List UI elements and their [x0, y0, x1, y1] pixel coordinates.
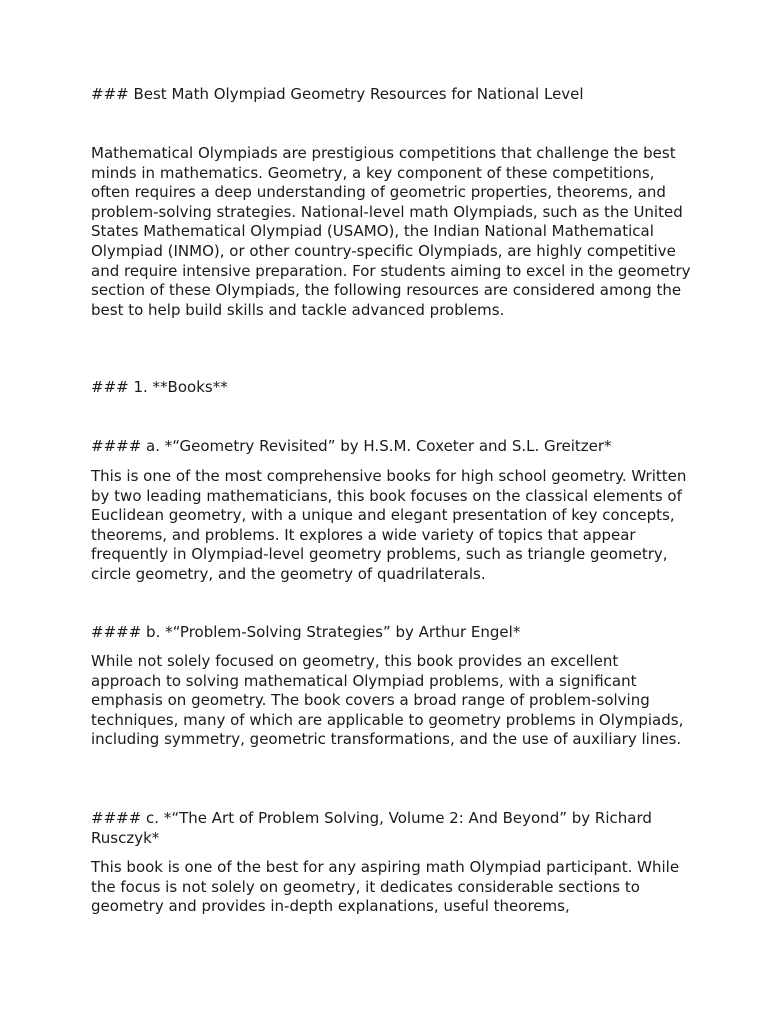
- book-a-heading: #### a. *“Geometry Revisited” by H.S.M. Coxeter and S.L. Greitzer*: [91, 437, 612, 455]
- document-title: ### Best Math Olympiad Geometry Resources for National Level: [91, 85, 584, 103]
- book-c-description: This book is one of the best for any aspiring math Olympiad participant. While the focus is not solely on geometry, it dedicates considerable sections to geometry and provides in-depth explanations, useful theorems,: [91, 858, 680, 916]
- book-a-description: This is one of the most comprehensive books for high school geometry. Written by two leading mathematicians, this book focuses on the classical elements of Euclidean geometry, with a unique and elegant presentation of key concepts, theorems, and problems. It explores a wide variety of topics that appear frequently in Olympiad-level geometry problems, such as triangle geometry, circle geometry, and the geometry of quadrilaterals.: [91, 467, 687, 583]
- book-b-description: While not solely focused on geometry, this book provides an excellent approach to solving mathematical Olympiad problems, with a significant emphasis on geometry. The book covers a broad range of problem-solving techniques, many of which are applicable to geometry problems in Olympiads, including symmetry, geometric transformations, and the use of auxiliary lines.: [91, 652, 684, 749]
- section-heading-books: ### 1. **Books**: [91, 378, 228, 396]
- intro-paragraph: Mathematical Olympiads are prestigious competitions that challenge the best minds in mathematics. Geometry, a key component of these competitions, often requires a deep understanding of geometric properties, theorems, and problem-solving strategies. National-level math Olympiads, such as the United States Mathematical Olympiad (USAMO), the Indian National Mathematical Olympiad (INMO), or other country-specific Olympiads, are highly competitive and require intensive preparation. For students aiming to excel in the geometry section of these Olympiads, the following resources are considered among the best to help build skills and tackle advanced problems.: [91, 144, 691, 319]
- book-c-heading: #### c. *“The Art of Problem Solving, Volume 2: And Beyond” by Richard Rusczyk*: [91, 809, 652, 847]
- book-b-heading: #### b. *“Problem-Solving Strategies” by Arthur Engel*: [91, 623, 521, 641]
